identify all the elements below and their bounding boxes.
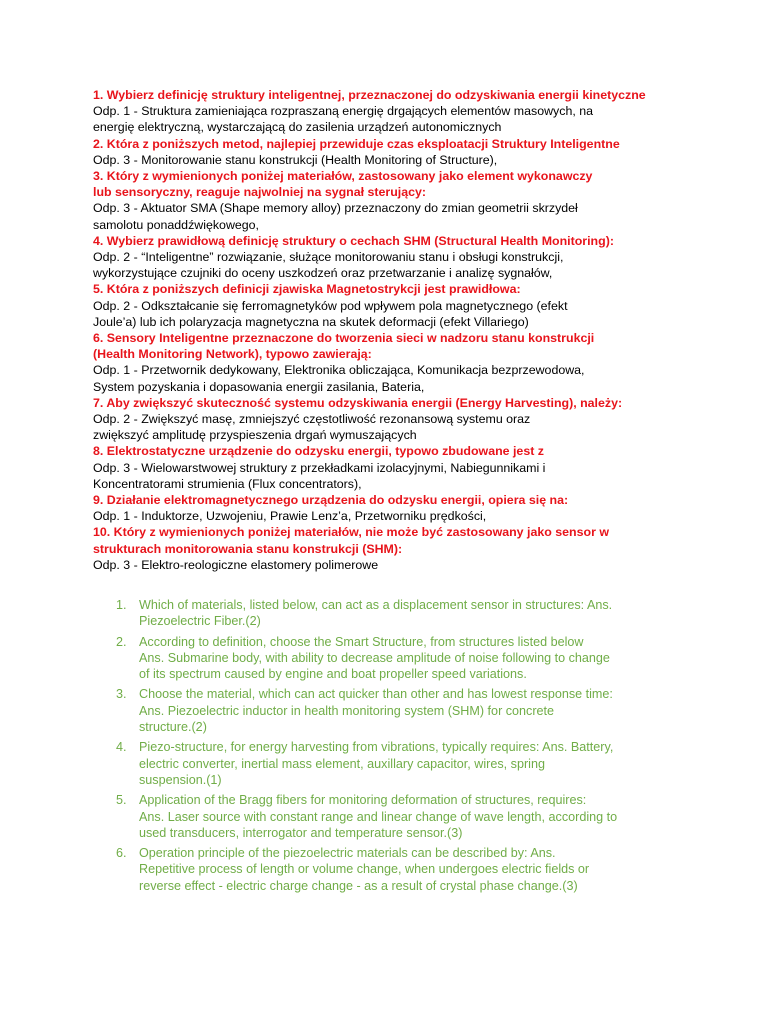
answer-line: Odp. 1 - Przetwornik dedykowany, Elektronika obliczająca, Komunikacja bezprzewodowa, — [93, 363, 585, 378]
answer-line: Odp. 3 - Monitorowanie stanu konstrukcji (Health Monitoring of Structure), — [93, 152, 498, 167]
item-line: Piezo-structure, for energy harvesting from vibrations, typically requires: Ans. Battery, — [139, 740, 614, 755]
item-number: 2. — [116, 634, 127, 649]
answer-line: Odp. 3 - Wielowarstwowej struktury z przekładkami izolacyjnymi, Nabiegunnikami i — [93, 460, 546, 475]
answer-line: Odp. 2 - “Inteligentne” rozwiązanie, służące monitorowaniu stanu i obsługi konstrukcji, — [93, 250, 564, 265]
question-line: strukturach monitorowania stanu konstrukcji (SHM): — [93, 541, 403, 556]
answer-10 — [93, 557, 733, 573]
question-4 — [93, 233, 733, 249]
item-number: 4. — [116, 740, 127, 755]
answer-6 — [93, 362, 733, 394]
item-number: 3. — [116, 687, 127, 702]
answer-line: Odp. 1 - Struktura zamieniająca rozpraszaną energię drgających elementów masowych, na — [93, 104, 594, 119]
answer-line: Odp. 3 - Elektro-reologiczne elastomery polimerowe — [93, 557, 379, 572]
item-number: 6. — [116, 846, 127, 861]
question-1 — [93, 87, 733, 103]
english-qa-list — [100, 597, 700, 898]
item-line: structure.(2) — [139, 720, 207, 735]
question-line: 6. Sensory Inteligentne przeznaczone do tworzenia sieci w nadzoru stanu konstrukcji — [93, 331, 595, 346]
english-qa-item-1 — [100, 597, 700, 630]
english-qa-item-3 — [100, 686, 700, 735]
answer-4 — [93, 249, 733, 281]
answer-7 — [93, 411, 733, 443]
question-2 — [93, 136, 733, 152]
item-line: reverse effect - electric charge change - as a result of crystal phase change.(3) — [139, 878, 578, 893]
answer-line: Odp. 3 - Aktuator SMA (Shape memory alloy) przeznaczony do zmian geometrii skrzydeł — [93, 201, 578, 216]
answer-line: samolotu ponaddźwiękowego, — [93, 217, 260, 232]
item-line: Piezoelectric Fiber.(2) — [139, 614, 261, 629]
english-qa-item-5 — [100, 792, 700, 841]
item-line: Ans. Submarine body, with ability to decrease amplitude of noise following to change — [139, 650, 610, 665]
question-3 — [93, 168, 733, 200]
answer-line: wykorzystujące czujniki do oceny uszkodzeń oraz przetwarzanie i analizę sygnałów, — [93, 266, 553, 281]
question-line: 10. Który z wymienionych poniżej materiałów, nie może być zastosowany jako sensor w — [93, 525, 609, 540]
answer-1 — [93, 103, 733, 135]
question-line: 4. Wybierz prawidłową definicję struktury o cechach SHM (Structural Health Monitoring): — [93, 233, 614, 248]
question-10 — [93, 524, 733, 556]
question-line: 3. Który z wymienionych poniżej materiałów, zastosowany jako element wykonawczy — [93, 169, 593, 184]
polish-qa-section — [93, 87, 733, 573]
item-line: used transducers, interrogator and temperature sensor.(3) — [139, 825, 463, 840]
question-line: 5. Która z poniższych definicji zjawiska Magnetostrykcji jest prawidłowa: — [93, 282, 521, 297]
question-line: 7. Aby zwiększyć skuteczność systemu odzyskiwania energii (Energy Harvesting), należy: — [93, 395, 623, 410]
english-qa-item-2 — [100, 634, 700, 683]
item-line: Repetitive process of length or volume change, when undergoes electric fields or — [139, 862, 590, 877]
question-line: lub sensoryczny, reaguje najwolniej na sygnał sterujący: — [93, 185, 427, 200]
answer-line: Odp. 2 - Zwiększyć masę, zmniejszyć częstotliwość rezonansową systemu oraz — [93, 412, 531, 427]
question-line: 8. Elektrostatyczne urządzenie do odzysku energii, typowo zbudowane jest z — [93, 444, 544, 459]
answer-line: zwiększyć amplitudę przyspieszenia drgań wymuszających — [93, 428, 417, 443]
answer-5 — [93, 298, 733, 330]
item-line: of its spectrum caused by engine and boat propeller speed variations. — [139, 667, 527, 682]
answer-line: energię elektryczną, wystarczającą do zasilenia urządzeń autonomicznych — [93, 120, 502, 135]
question-6 — [93, 330, 733, 362]
question-9 — [93, 492, 733, 508]
answer-3 — [93, 200, 733, 232]
english-qa-item-4 — [100, 739, 700, 788]
question-7 — [93, 395, 733, 411]
item-line: Operation principle of the piezoelectric materials can be described by: Ans. — [139, 846, 556, 861]
answer-2 — [93, 152, 733, 168]
question-line: (Health Monitoring Network), typowo zawierają: — [93, 347, 372, 362]
question-line: 1. Wybierz definicję struktury inteligentnej, przeznaczonej do odzyskiwania energii kinetyczne — [93, 88, 646, 102]
item-line: Application of the Bragg fibers for monitoring deformation of structures, requires: — [139, 793, 587, 808]
item-line: Ans. Piezoelectric inductor in health monitoring system (SHM) for concrete — [139, 703, 555, 718]
question-8 — [93, 443, 733, 459]
item-line: According to definition, choose the Smart Structure, from structures listed below — [139, 634, 584, 649]
answer-line: Odp. 1 - Induktorze, Uzwojeniu, Prawie Lenz’a, Przetworniku prędkości, — [93, 509, 487, 524]
item-number: 1. — [116, 598, 127, 612]
answer-line: Koncentratorami strumienia (Flux concentrators), — [93, 476, 362, 491]
item-line: electric converter, inertial mass element, auxillary capacitor, wires, spring — [139, 756, 545, 771]
answer-line: Odp. 2 - Odkształcanie się ferromagnetyków pod wpływem pola magnetycznego (efekt — [93, 298, 568, 313]
item-line: Ans. Laser source with constant range and linear change of wave length, according to — [139, 809, 618, 824]
question-5 — [93, 281, 733, 297]
answer-9 — [93, 508, 733, 524]
answer-8 — [93, 460, 733, 492]
answer-line: System pozyskania i dopasowania energii zasilania, Bateria, — [93, 379, 425, 394]
item-number: 5. — [116, 793, 127, 808]
question-line: 9. Działanie elektromagnetycznego urządzenia do odzysku energii, opiera się na: — [93, 493, 569, 508]
item-line: Choose the material, which can act quicker than other and has lowest response time: — [139, 687, 613, 702]
item-line: Which of materials, listed below, can act as a displacement sensor in structures: Ans. — [139, 598, 613, 612]
answer-line: Joule’a) lub ich polaryzacja magnetyczna na skutek deformacji (efekt Villariego) — [93, 314, 529, 329]
english-qa-item-6 — [100, 845, 700, 894]
item-line: suspension.(1) — [139, 772, 222, 787]
question-line: 2. Która z poniższych metod, najlepiej przewiduje czas eksploatacji Struktury Inteligentne — [93, 136, 620, 151]
